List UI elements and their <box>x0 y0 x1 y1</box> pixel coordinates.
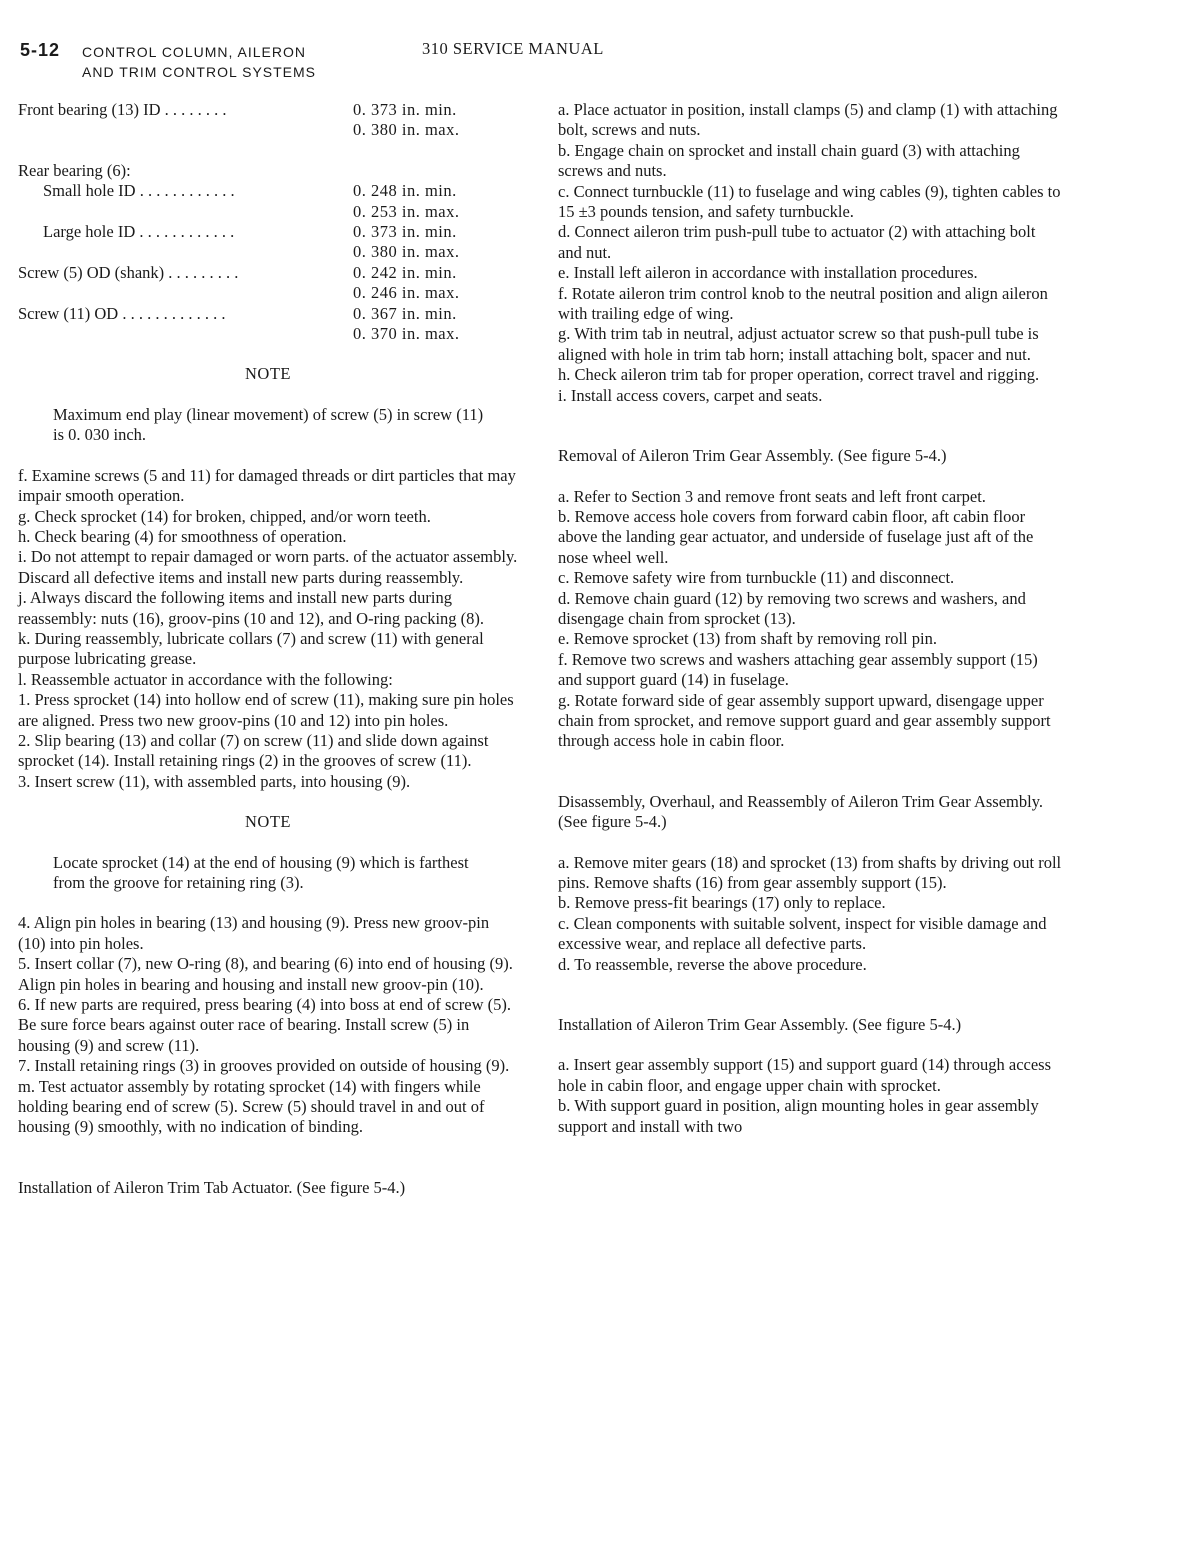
step-item: g. Rotate forward side of gear assembly support upward, disengage upper chain from sprocket, and remove support guard and gear assembly support through access hole in cabin floor. <box>558 690 1051 751</box>
step-item: 4. Align pin holes in bearing (13) and housing (9). Press new groov-pin (10) into pin holes. <box>18 913 490 953</box>
section-heading: Installation of Aileron Trim Gear Assembly. (See figure 5-4.) <box>558 1015 962 1035</box>
step-item: a. Insert gear assembly support (15) and support guard (14) through access hole in cabin floor, and engage upper chain with sprocket. <box>558 1055 1052 1095</box>
spec-row <box>18 242 518 262</box>
step-item: b. Remove press-fit bearings (17) only to replace. <box>558 893 886 913</box>
note-body: Maximum end play (linear movement) of screw (5) in screw (11) is 0. 030 inch. <box>53 404 484 445</box>
section-title-line2: AND TRIM CONTROL SYSTEMS <box>82 64 317 80</box>
right-column <box>558 100 1063 1137</box>
step-item: a. Remove miter gears (18) and sprocket (13) from shafts by driving out roll pins. Remove shafts (16) from gear assembly support (15). <box>558 852 1062 892</box>
spec-row <box>18 324 518 344</box>
step-item: d. Connect aileron trim push-pull tube to actuator (2) with attaching bolt and nut. <box>558 222 1036 262</box>
step-item: 5. Insert collar (7), new O-ring (8), and bearing (6) into end of housing (9). Align pin holes in bearing and housing and install new groov-pin (10). <box>18 954 513 994</box>
step-item: i. Do not attempt to repair damaged or worn parts. of the actuator assembly. Discard all defective items and install new parts during reassembly. <box>18 547 518 587</box>
note-title: NOTE <box>245 364 291 384</box>
step-item: f. Rotate aileron trim control knob to the neutral position and align aileron with trailing edge of wing. <box>558 283 1048 324</box>
spec-row <box>18 181 518 201</box>
spec-label: Screw (11) OD . . . . . . . . . . . . . <box>18 303 226 323</box>
spec-max: 0. 246 in. max. <box>353 283 460 303</box>
spec-row <box>18 202 518 222</box>
spec-min: 0. 242 in. min. <box>353 262 457 282</box>
spec-row <box>18 222 518 242</box>
spec-row <box>18 283 518 303</box>
page-header <box>20 36 1180 88</box>
step-item: l. Reassemble actuator in accordance with the following: <box>18 669 393 689</box>
step-item: 7. Install retaining rings (3) in grooves provided on outside of housing (9). <box>18 1056 510 1076</box>
section-heading: Disassembly, Overhaul, and Reassembly of Aileron Trim Gear Assembly. (See figure 5-4.) <box>558 791 1044 832</box>
spec-min: 0. 373 in. min. <box>353 100 457 119</box>
step-item: c. Clean components with suitable solvent, inspect for visible damage and excessive wear, and replace all defective parts. <box>558 913 1047 954</box>
section-number: 5-12 <box>20 40 61 60</box>
left-column <box>18 100 518 1198</box>
step-item: d. Remove chain guard (12) by removing two screws and washers, and disengage chain from sprocket (13). <box>558 588 1026 628</box>
section-title-line1: CONTROL COLUMN, AILERON <box>82 44 306 60</box>
step-item: m. Test actuator assembly by rotating sprocket (14) with fingers while holding bearing end of screw (5). Screw (5) should travel in and out of housing (9) smoothly, with no indication of binding. <box>18 1076 485 1137</box>
section-heading: Installation of Aileron Trim Tab Actuator. (See figure 5-4.) <box>18 1177 406 1197</box>
step-item: c. Remove safety wire from turnbuckle (11) and disconnect. <box>558 568 955 588</box>
step-item: k. During reassembly, lubricate collars (7) and screw (11) with general purpose lubricating grease. <box>18 628 484 669</box>
spec-min: 0. 248 in. min. <box>353 181 457 201</box>
spec-max: 0. 380 in. max. <box>353 242 460 262</box>
spec-row <box>18 304 518 324</box>
step-item: f. Examine screws (5 and 11) for damaged threads or dirt particles that may impair smooth operation. <box>18 465 516 506</box>
step-item: 3. Insert screw (11), with assembled parts, into housing (9). <box>18 771 411 791</box>
step-item: i. Install access covers, carpet and seats. <box>558 385 823 405</box>
step-item: h. Check aileron trim tab for proper operation, correct travel and rigging. <box>558 365 1040 385</box>
step-item: 2. Slip bearing (13) and collar (7) on screw (11) and slide down against sprocket (14). Install retaining rings (2) in the grooves of screw (11). <box>18 730 489 771</box>
step-item: b. With support guard in position, align mounting holes in gear assembly support and install with two <box>558 1096 1039 1136</box>
spec-row <box>18 120 518 140</box>
spec-label: Small hole ID . . . . . . . . . . . . <box>43 181 235 201</box>
spec-min: 0. 367 in. min. <box>353 303 457 323</box>
step-item: j. Always discard the following items and install new parts during reassembly: nuts (16), groov-pins (10 and 12), and O-ring packing (8). <box>18 588 485 628</box>
step-item: a. Place actuator in position, install clamps (5) and clamp (1) with attaching bolt, screws and nuts. <box>558 100 1058 140</box>
spec-row <box>18 263 518 283</box>
step-item: g. Check sprocket (14) for broken, chipped, and/or worn teeth. <box>18 506 431 526</box>
spec-max: 0. 380 in. max. <box>353 120 460 140</box>
rear-bearing-heading: Rear bearing (6): <box>18 160 131 180</box>
manual-title: 310 SERVICE MANUAL <box>422 39 604 58</box>
step-item: 1. Press sprocket (14) into hollow end of screw (11), making sure pin holes are aligned. Press two new groov-pins (10 and 12) into pin holes. <box>18 690 514 730</box>
spec-max: 0. 253 in. max. <box>353 201 460 221</box>
spec-label: Front bearing (13) ID . . . . . . . . <box>18 100 227 119</box>
section-heading: Removal of Aileron Trim Gear Assembly. (See figure 5-4.) <box>558 446 947 466</box>
step-item: a. Refer to Section 3 and remove front seats and left front carpet. <box>558 486 986 506</box>
note-body: Locate sprocket (14) at the end of housing (9) which is farthest from the groove for retaining ring (3). <box>53 852 469 892</box>
step-item: e. Remove sprocket (13) from shaft by removing roll pin. <box>558 629 937 649</box>
step-item: b. Engage chain on sprocket and install chain guard (3) with attaching screws and nuts. <box>558 140 1020 181</box>
step-item: d. To reassemble, reverse the above procedure. <box>558 954 867 974</box>
spec-min: 0. 373 in. min. <box>353 222 457 242</box>
spec-label: Screw (5) OD (shank) . . . . . . . . . <box>18 262 239 282</box>
step-item: e. Install left aileron in accordance with installation procedures. <box>558 263 978 283</box>
step-item: h. Check bearing (4) for smoothness of operation. <box>18 526 347 546</box>
step-item: c. Connect turnbuckle (11) to fuselage and wing cables (9), tighten cables to 15 ±3 pounds tension, and safety turnbuckle. <box>558 181 1061 222</box>
note-title: NOTE <box>245 812 291 832</box>
step-item: b. Remove access hole covers from forward cabin floor, aft cabin floor above the landing gear actuator, and underside of fuselage just aft of the nose wheel well. <box>558 506 1034 567</box>
step-item: f. Remove two screws and washers attaching gear assembly support (15) and support guard (14) in fuselage. <box>558 649 1038 690</box>
step-item: g. With trim tab in neutral, adjust actuator screw so that push-pull tube is aligned with hole in trim tab horn; install attaching bolt, spacer and nut. <box>558 324 1039 364</box>
spec-label: Large hole ID . . . . . . . . . . . . <box>43 222 235 242</box>
spec-max: 0. 370 in. max. <box>353 324 460 344</box>
step-item: 6. If new parts are required, press bearing (4) into boss at end of screw (5). Be sure force bears against outer race of bearing. Install screw (5) in housing (9) and screw (11). <box>18 995 511 1055</box>
spec-row <box>18 100 518 120</box>
